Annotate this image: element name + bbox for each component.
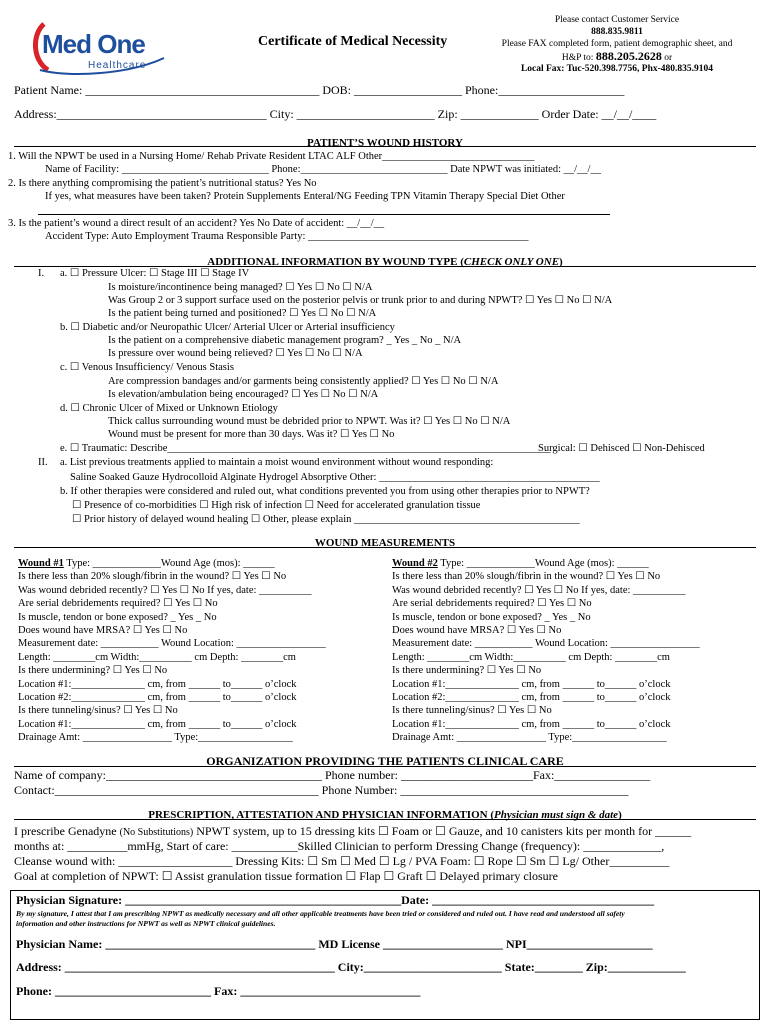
- ruled-out-options-1[interactable]: ☐ Presence of co-morbidities ☐ High risk of infection ☐ Need for accelerated granulation tissue: [72, 500, 481, 511]
- attestation: By my signature, I attest that I am prescribing NPWT as medically necessary and all other applicable treatments have been tried or considered and ruled out. I have read and understood all safety: [16, 909, 625, 918]
- history-title: PATIENT’S WOUND HISTORY: [307, 137, 463, 149]
- history-q3b[interactable]: Accident Type: Auto Employment Trauma Responsible Party: __________________________________________: [45, 231, 529, 242]
- diabetic-q2[interactable]: Is pressure over wound being relieved? ☐ Yes ☐ No ☐ N/A: [108, 348, 363, 359]
- wound-1-line[interactable]: Is there less than 20% slough/fibrin in the wound? ☐ Yes ☐ No: [18, 571, 287, 583]
- wound-1-line[interactable]: Measurement date: ___________ Wound Location: _________________: [18, 638, 326, 650]
- physician-signature[interactable]: Physician Signature: ______________________________________________Date: _____________________________________: [16, 893, 655, 907]
- logo-text: Med One: [42, 29, 145, 59]
- wound-2-line[interactable]: Measurement date: ___________ Wound Location: _________________: [392, 638, 700, 650]
- wound-2-line[interactable]: Are serial debridements required? ☐ Yes ☐ No: [392, 598, 592, 610]
- wound-1-line[interactable]: Is muscle, tendon or bone exposed? _ Yes _ No: [18, 611, 217, 623]
- physician-address[interactable]: Address: _____________________________________________ City:_______________________ State:________ Zip:_____________: [16, 960, 686, 974]
- prescription-title-text: PRESCRIPTION, ATTESTATION AND PHYSICIAN INFORMATION (: [148, 809, 494, 821]
- contact-line-3: Please FAX completed form, patient demographic sheet, and: [501, 39, 733, 49]
- contact-phone: 888.835.9811: [591, 27, 643, 37]
- wound-1-label: Wound #1: [18, 558, 64, 569]
- measurements-title: WOUND MEASUREMENTS: [314, 537, 456, 549]
- pressure-q1[interactable]: Is moisture/incontinence being managed? ☐ Yes ☐ No ☐ N/A: [108, 282, 373, 293]
- wound-2-line[interactable]: Drainage Amt: _________________ Type:__________________: [392, 732, 667, 744]
- ruled-out-options-2[interactable]: ☐ Prior history of delayed wound healing ☐ Other, please explain ___________________________________________: [72, 514, 580, 525]
- ruled-out-question: b. If other therapies were considered and ruled out, what conditions prevented you from using other therapies prior to NPWT?: [60, 486, 590, 497]
- organization-line-2[interactable]: Contact:____________________________________________ Phone Number: ______________________________________: [14, 783, 629, 797]
- pressure-q2[interactable]: Was Group 2 or 3 support surface used on the posterior pelvis or trunk prior to and during NPWT? ☐ Yes ☐ No ☐ N/A: [108, 295, 613, 306]
- wound-1-line[interactable]: Are serial debridements required? ☐ Yes ☐ No: [18, 598, 218, 610]
- wound-2-line[interactable]: Was wound debrided recently? ☐ Yes ☐ No If yes, date: __________: [392, 584, 686, 596]
- prescription-line-2[interactable]: months at: __________mmHg, Start of care: ___________Skilled Clinician to perform Dressing Change (frequency): _____________,: [14, 839, 665, 853]
- organization-title: ORGANIZATION PROVIDING THE PATIENTS CLINICAL CARE: [206, 754, 564, 768]
- additional-title-end: ): [559, 256, 563, 268]
- wound-2-line[interactable]: Location #1:______________ cm, from ______ to______ o’clock: [392, 718, 671, 730]
- physician-name[interactable]: Physician Name: ___________________________________ MD License ____________________ NPI_____________________: [16, 937, 653, 951]
- physician-phone[interactable]: Phone: __________________________ Fax: ______________________________: [16, 984, 421, 998]
- contact-fax-line: [476, 50, 758, 64]
- wound-2-label: Wound #2: [392, 558, 438, 569]
- prescription-l1a: I prescribe Genadyne: [14, 824, 120, 838]
- attestation-2: information and other instructions for NPWT as well as NPWT clinical guidelines.: [16, 919, 276, 928]
- wound-1-line[interactable]: Drainage Amt: _________________ Type:__________________: [18, 732, 293, 744]
- wound-2-line[interactable]: Is muscle, tendon or bone exposed? _ Yes _ No: [392, 611, 591, 623]
- wound-2-block: [392, 557, 700, 745]
- prescription-l1c[interactable]: NPWT system, up to 15 dressing kits ☐ Foam or ☐ Gauze, and 10 canisters kits per month for ______: [193, 824, 692, 838]
- additional-title-text: ADDITIONAL INFORMATION BY WOUND TYPE (: [207, 256, 464, 268]
- venous-insufficiency[interactable]: c. ☐ Venous Insufficiency/ Venous Stasis: [60, 362, 234, 373]
- chronic-ulcer[interactable]: d. ☐ Chronic Ulcer of Mixed or Unknown Etiology: [60, 403, 278, 414]
- page-title: Certificate of Medical Necessity: [258, 34, 448, 49]
- history-q2b[interactable]: If yes, what measures have been taken? Protein Supplements Enteral/NG Feeding TPN Vitamin Therapy Special Diet Other: [45, 191, 565, 202]
- fax-label: H&P to:: [561, 53, 596, 63]
- wound-1-line[interactable]: Type: _____________Wound Age (mos): ______: [63, 558, 275, 569]
- history-q1[interactable]: 1. Will the NPWT be used in a Nursing Home/ Rehab Private Resident LTAC ALF Other_____________________________: [8, 151, 535, 162]
- wound-1-line[interactable]: Does wound have MRSA? ☐ Yes ☐ No: [18, 625, 188, 637]
- wound-1-line[interactable]: Was wound debrided recently? ☐ Yes ☐ No If yes, date: __________: [18, 584, 312, 596]
- organization-line-1[interactable]: Name of company:____________________________________ Phone number: ______________________Fax:________________: [14, 768, 651, 782]
- previous-treatments: a. List previous treatments applied to maintain a moist wound environment without wound responding:: [60, 457, 494, 468]
- diabetic-q1[interactable]: Is the patient on a comprehensive diabetic management program? _ Yes _ No _ N/A: [108, 335, 462, 346]
- wound-2-line[interactable]: Is there tunneling/sinus? ☐ Yes ☐ No: [392, 705, 552, 717]
- treatment-options[interactable]: Saline Soaked Gauze Hydrocolloid Alginate Hydrogel Absorptive Other: __________________________________________: [70, 472, 600, 483]
- local-fax: Local Fax: Tuc-520.398.7756, Phx-480.835.9104: [520, 64, 714, 74]
- patient-line-2[interactable]: Address:___________________________________ City: _______________________ Zip: _____________ Order Date: __/__/____: [14, 107, 657, 121]
- contact-line-1: Please contact Customer Service: [554, 15, 680, 25]
- prescription-title: [14, 809, 756, 822]
- pressure-ulcer[interactable]: a. ☐ Pressure Ulcer: ☐ Stage III ☐ Stage IV: [60, 268, 250, 279]
- prescription-title-end: ): [618, 809, 622, 821]
- wound-1-block: [18, 557, 326, 745]
- prescription-line-4[interactable]: Goal at completion of NPWT: ☐ Assist granulation tissue formation ☐ Flap ☐ Graft ☐ Delayed primary closure: [14, 869, 558, 883]
- traumatic[interactable]: e. ☐ Traumatic: Describe_________________________________________________________________________: [60, 443, 551, 454]
- prescription-title-emph: Physician must sign & date: [493, 809, 619, 821]
- roman-two: II.: [38, 457, 48, 468]
- pressure-q3[interactable]: Is the patient being turned and positioned? ☐ Yes ☐ No ☐ N/A: [108, 308, 377, 319]
- prescription-line-1[interactable]: [14, 825, 691, 839]
- wound-1-line[interactable]: Location #1:______________ cm, from ______ to______ o’clock: [18, 678, 297, 690]
- wound-2-line[interactable]: Type: _____________Wound Age (mos): ______: [437, 558, 649, 569]
- fax-or: or: [661, 53, 673, 63]
- history-q1b[interactable]: Name of Facility: ____________________________ Phone:____________________________ Date NPWT was initiated: __/__/__: [45, 164, 601, 175]
- chronic-q2[interactable]: Wound must be present for more than 30 days. Was it? ☐ Yes ☐ No: [108, 429, 395, 440]
- wound-1-line[interactable]: Is there tunneling/sinus? ☐ Yes ☐ No: [18, 705, 178, 717]
- wound-1-line[interactable]: Location #2:______________ cm, from ______ to______ o’clock: [18, 692, 297, 704]
- fax-number: 888.205.2628: [595, 49, 662, 63]
- venous-q2[interactable]: Is elevation/ambulation being encouraged? ☐ Yes ☐ No ☐ N/A: [108, 389, 379, 400]
- diabetic-ulcer[interactable]: b. ☐ Diabetic and/or Neuropathic Ulcer/ Arterial Ulcer or Arterial insufficiency: [60, 322, 395, 333]
- prescription-line-3[interactable]: Cleanse wound with: ___________________ Dressing Kits: ☐ Sm ☐ Med ☐ Lg / PVA Foam: ☐ Rope ☐ Sm ☐ Lg/ Other__________: [14, 854, 670, 868]
- wound-2-line[interactable]: Does wound have MRSA? ☐ Yes ☐ No: [392, 625, 562, 637]
- wound-2-line[interactable]: Location #2:______________ cm, from ______ to______ o’clock: [392, 692, 671, 704]
- wound-2-line[interactable]: Is there less than 20% slough/fibrin in the wound? ☐ Yes ☐ No: [392, 571, 661, 583]
- roman-one: I.: [38, 268, 45, 279]
- patient-line-1[interactable]: Patient Name: _______________________________________ DOB: __________________ Phone:_____________________: [14, 83, 625, 97]
- logo-subtext: Healthcare: [88, 60, 147, 71]
- venous-q1[interactable]: Are compression bandages and/or garments being consistently applied? ☐ Yes ☐ No ☐ N/A: [108, 376, 499, 387]
- wound-1-line[interactable]: Is there undermining? ☐ Yes ☐ No: [18, 665, 168, 677]
- chronic-q1[interactable]: Thick callus surrounding wound must be debrided prior to NPWT. Was it? ☐ Yes ☐ No ☐ N/A: [108, 416, 511, 427]
- med-one-logo: [30, 18, 168, 76]
- wound-1-line[interactable]: Length: ________cm Width:__________ cm Depth: ________cm: [18, 651, 296, 663]
- additional-title-emph: CHECK ONLY ONE: [463, 256, 560, 268]
- history-q3[interactable]: 3. Is the patient’s wound a direct result of an accident? Yes No Date of accident: __/__/__: [8, 218, 385, 229]
- wound-1-line[interactable]: Location #1:______________ cm, from ______ to______ o’clock: [18, 718, 297, 730]
- wound-2-line[interactable]: Location #1:______________ cm, from ______ to______ o’clock: [392, 678, 671, 690]
- wound-2-line[interactable]: Length: ________cm Width:__________ cm Depth: ________cm: [392, 651, 670, 663]
- additional-title: [14, 256, 756, 269]
- history-q2[interactable]: 2. Is there anything compromising the patient’s nutritional status? Yes No: [8, 178, 317, 189]
- wound-2-line[interactable]: Is there undermining? ☐ Yes ☐ No: [392, 665, 542, 677]
- surgical[interactable]: Surgical: ☐ Dehisced ☐ Non-Dehisced: [538, 443, 705, 454]
- prescription-l1b: (No Substitutions): [119, 827, 194, 838]
